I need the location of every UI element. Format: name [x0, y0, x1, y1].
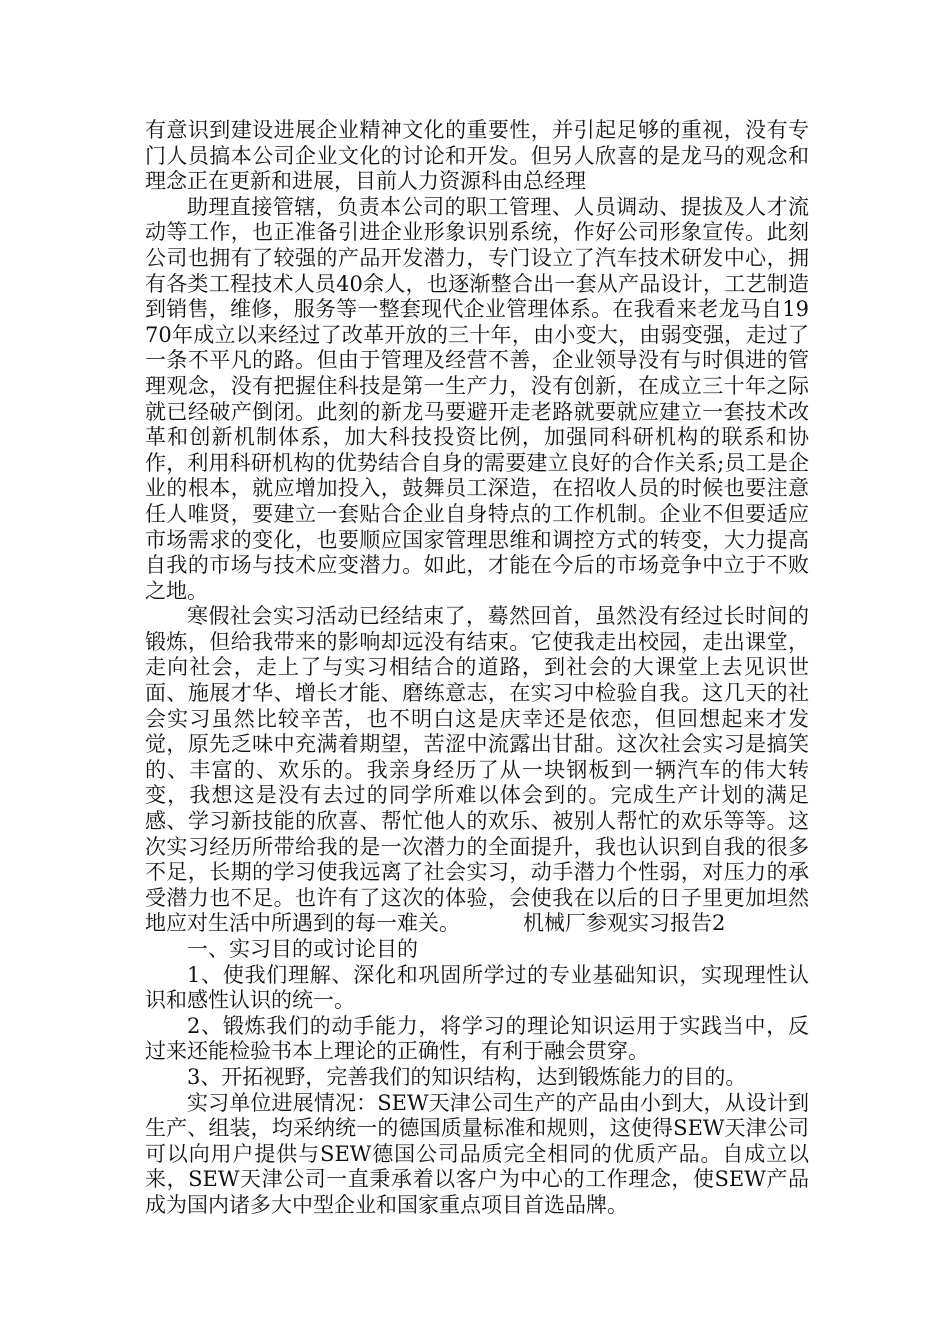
paragraph-3 — [145, 604, 809, 937]
paragraph-company-info: 实习单位进展情况：SEW天津公司生产的产品由小到大，从设计到生产、组装，均采纳统一的德国质量标准和规则，这使得SEW天津公司可以向用户提供与SEW德国公司品质完全相同的优质产品。自成立以来，SEW天津公司一直秉承着以客户为中心的工作理念，使SEW产品成为国内诸多大中型企业和国家重点项目首选品牌。 — [145, 1090, 809, 1217]
list-item-1: 1、使我们理解、深化和巩固所学过的专业基础知识，实现理性认识和感性认识的统一。 — [145, 962, 809, 1013]
list-item-2: 2、锻炼我们的动手能力，将学习的理论知识运用于实践当中，反过来还能检验书本上理论的正确性，有利于融会贯穿。 — [145, 1013, 809, 1064]
report-title: 机械厂参观实习报告2 — [523, 911, 726, 936]
list-item-3: 3、开拓视野，完善我们的知识结构，达到锻炼能力的目的。 — [187, 1064, 747, 1089]
document-page — [145, 118, 809, 1219]
paragraph-1: 有意识到建设进展企业精神文化的重要性，并引起足够的重视，没有专门人员搞本公司企业文化的讨论和开发。但另人欣喜的是龙马的观念和理念正在更新和进展，目前人力资源科由总经理 — [145, 118, 809, 194]
paragraph-2: 助理直接管辖，负责本公司的职工管理、人员调动、提拔及人才流动等工作，也正准备引进企业形象识别系统，作好公司形象宣传。此刻公司也拥有了较强的产品开发潜力，专门设立了汽车技术研发中心，拥有各类工程技术人员40余人，也逐渐整合出一套从产品设计，工艺制造到销售，维修，服务等一整套现代企业管理体系。在我看来老龙马自1970年成立以来经过了改革开放的三十年，由小变大，由弱变强，走过了一条不平凡的路。但由于管理及经营不善，企业领导没有与时俱进的管理观念，没有把握住科技是第一生产力，没有创新，在成立三十年之际就已经破产倒闭。此刻的新龙马要避开走老路就要就应建立一套技术改革和创新机制体系，加大科技投资比例，加强同科研机构的联系和协作，利用科研机构的优势结合自身的需要建立良好的合作关系;员工是企业的根本，就应增加投入，鼓舞员工深造，在招收人员的时候也要注意任人唯贤，要建立一套贴合企业自身特点的工作机制。企业不但要适应市场需求的变化，也要顺应国家管理思维和调控方式的转变，大力提高自我的市场与技术应变潜力。如此，才能在今后的市场竞争中立于不败之地。 — [145, 194, 809, 603]
section-heading: 一、实习目的或讨论目的 — [187, 937, 418, 961]
paragraph-3-text: 寒假社会实习活动已经结束了，蓦然回首，虽然没有经过长时间的锻炼，但给我带来的影响却远没有结束。它使我走出校园，走出课堂，走向社会，走上了与实习相结合的道路，到社会的大课堂上去见识世面、施展才华、增长才能、磨练意志，在实习中检验自我。这几天的社会实习虽然比较辛苦，也不明白这是庆幸还是依恋，但回想起来才发觉，原先乏味中充满着期望，苦涩中流露出甘甜。这次社会实习是搞笑的、丰富的、欢乐的。我亲身经历了从一块钢板到一辆汽车的伟大转变，我想这是没有去过的同学所难以体会到的。完成生产计划的满足感、学习新技能的欣喜、帮忙他人的欢乐、被别人帮忙的欢乐等等。这次实习经历所带给我的是一次潜力的全面提升，我也认识到自我的很多不足，长期的学习使我远离了社会实习，动手潜力个性弱，对压力的承受潜力也不足。也许有了这次的体验，会使我在以后的日子里更加坦然地应对生活中所遇到的每一难关。 — [145, 604, 809, 936]
